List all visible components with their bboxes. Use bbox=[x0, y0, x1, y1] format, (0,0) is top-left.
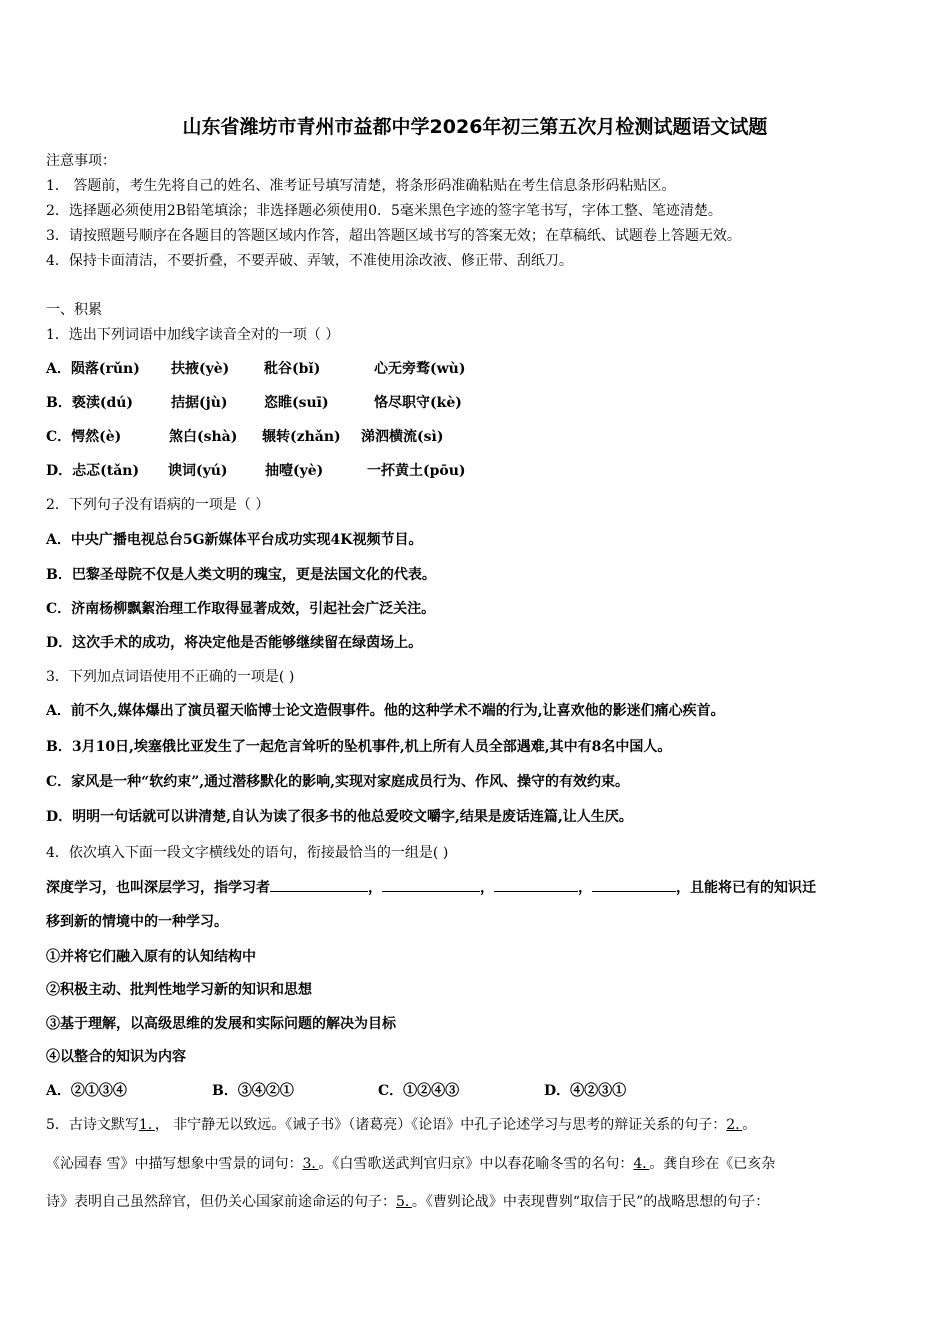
question-stem: 4．依次填入下面一段文字横线处的语句，衔接最恰当的一组是( ) bbox=[46, 845, 449, 861]
option-word: 秕谷(bǐ) bbox=[264, 361, 321, 377]
question-stem: 3．下列加点词语使用不正确的一项是( ) bbox=[46, 669, 295, 685]
question-text: 。 bbox=[742, 1117, 757, 1133]
answer-option: C．济南杨柳飘絮治理工作取得显著成效，引起社会广泛关注。 bbox=[46, 601, 436, 617]
choice-option: B．③④②① bbox=[212, 1083, 294, 1099]
question-stem: 1．选出下列词语中加线字读音全对的一项（ ） bbox=[46, 327, 340, 343]
statement-item: ①并将它们融入原有的认知结构中 bbox=[46, 949, 256, 965]
answer-blank bbox=[592, 877, 676, 892]
statement-item: ②积极主动、批判性地学习新的知识和思想 bbox=[46, 982, 312, 998]
option-word: 恪尽职守(kè) bbox=[374, 395, 462, 411]
answer-option: B．巴黎圣母院不仅是人类文明的瑰宝，更是法国文化的代表。 bbox=[46, 567, 436, 583]
question-text: 《沁园春 雪》中描写想象中雪景的词句： bbox=[46, 1156, 303, 1172]
answer-option bbox=[46, 393, 462, 413]
choice-option: C．①②④③ bbox=[378, 1083, 460, 1099]
option-word: 涕泗横流(sì) bbox=[361, 429, 444, 445]
option-word: 抽噎(yè) bbox=[265, 463, 324, 479]
question-stem bbox=[46, 1115, 756, 1135]
separator: ， bbox=[368, 880, 382, 896]
answer-blank bbox=[494, 877, 578, 892]
option-word: 辗转(zhǎn) bbox=[262, 429, 341, 445]
passage-line: 移到新的情境中的一种学习。 bbox=[46, 914, 228, 930]
passage-text: 深度学习，也叫深层学习，指学习者 bbox=[46, 880, 270, 896]
option-word: 一抔黄土(pōu) bbox=[367, 463, 466, 479]
option-word: D．忐忑(tǎn) bbox=[46, 463, 140, 479]
answer-blank-label: 4． bbox=[633, 1156, 650, 1172]
question-stem: 2．下列句子没有语病的一项是（ ） bbox=[46, 497, 270, 513]
option-word: A．陨落(rǔn) bbox=[46, 361, 140, 377]
notice-heading: 注意事项： bbox=[46, 153, 116, 169]
answer-option: B．3月10日,埃塞俄比亚发生了一起危言耸听的坠机事件,机上所有人员全部遇难,其中有8名中国人。 bbox=[46, 739, 672, 755]
section-heading: 一、积累 bbox=[46, 302, 102, 318]
statement-item: ④以整合的知识为内容 bbox=[46, 1049, 186, 1065]
answer-option bbox=[46, 427, 443, 447]
separator: ， bbox=[480, 880, 494, 896]
question-text: 。龚自珍在《已亥杂 bbox=[649, 1156, 776, 1172]
page-title: 山东省潍坊市青州市益都中学2026年初三第五次月检测试题语文试题 bbox=[182, 116, 768, 138]
question-text: 诗》表明自己虽然辞官，但仍关心国家前途命运的句子： bbox=[46, 1194, 396, 1210]
notice-item: 3．请按照题号顺序在各题目的答题区域内作答，超出答题区域书写的答案无效；在草稿纸、试题卷上答题无效。 bbox=[46, 228, 741, 244]
notice-item: 2．选择题必须使用2B铅笔填涂；非选择题必须使用0．5毫米黑色字迹的签字笔书写，字体工整、笔迹清楚。 bbox=[46, 203, 722, 219]
notice-item: 1． 答题前，考生先将自己的姓名、准考证号填写清楚，将条形码准确粘贴在考生信息条形码粘贴区。 bbox=[46, 178, 676, 194]
question-text: 5．古诗文默写 bbox=[46, 1117, 139, 1133]
answer-option: D．明明一句话就可以讲清楚,自认为读了很多书的他总爱咬文嚼字,结果是废话连篇,让人生厌。 bbox=[46, 809, 633, 825]
answer-blank-label: 2． bbox=[726, 1117, 743, 1133]
answer-option: D．这次手术的成功，将决定他是否能够继续留在绿茵场上。 bbox=[46, 635, 423, 651]
answer-blank-label: 5． bbox=[396, 1194, 412, 1210]
choice-option: D．④②③① bbox=[544, 1083, 627, 1099]
answer-option: C．家风是一种“软约束”,通过潜移默化的影响,实现对家庭成员行为、作风、操守的有效约束。 bbox=[46, 774, 629, 790]
question-line bbox=[46, 1154, 775, 1174]
separator: ， bbox=[578, 880, 592, 896]
passage-line bbox=[46, 877, 816, 898]
answer-blank-label: 3． bbox=[302, 1156, 319, 1172]
question-line bbox=[46, 1192, 769, 1212]
notice-item: 4．保持卡面清洁，不要折叠，不要弄破、弄皱，不准使用涂改液、修正带、刮纸刀。 bbox=[46, 253, 573, 269]
passage-text: ，且能将已有的知识迁 bbox=[676, 880, 816, 896]
choice-row bbox=[46, 1081, 626, 1101]
option-word: 拮据(jù) bbox=[171, 395, 228, 411]
answer-option: A．前不久,媒体爆出了演员翟天临博士论文造假事件。他的这种学术不端的行为,让喜欢他的影迷们痛心疾首。 bbox=[46, 703, 725, 719]
answer-option: A．中央广播电视总台5G新媒体平台成功实现4K视频节目。 bbox=[46, 532, 423, 548]
answer-blank bbox=[382, 877, 480, 892]
statement-item: ③基于理解，以高级思维的发展和实际问题的解决为目标 bbox=[46, 1016, 396, 1032]
question-text: 。《曹刿论战》中表现曹刿“取信于民”的战略思想的句子： bbox=[411, 1194, 770, 1210]
option-word: 恣睢(suī) bbox=[264, 395, 329, 411]
answer-option bbox=[46, 461, 466, 481]
answer-option bbox=[46, 359, 465, 379]
answer-blank bbox=[270, 877, 368, 892]
option-word: 扶掖(yè) bbox=[171, 361, 230, 377]
option-word: 心无旁骛(wù) bbox=[374, 361, 466, 377]
choice-option: A．②①③④ bbox=[46, 1083, 127, 1099]
option-word: B．亵渎(dú) bbox=[46, 395, 134, 411]
answer-blank-label: 1． bbox=[138, 1117, 155, 1133]
option-word: 谀词(yú) bbox=[168, 463, 228, 479]
option-word: 煞白(shà) bbox=[169, 429, 238, 445]
question-text: ， 非宁静无以致远。《诫子书》（诸葛亮）《论语》中孔子论述学习与思考的辩证关系的句子： bbox=[154, 1117, 727, 1133]
question-text: 。《白雪歌送武判官归京》中以春花喻冬雪的名句： bbox=[318, 1156, 634, 1172]
option-word: C．愕然(è) bbox=[46, 429, 122, 445]
